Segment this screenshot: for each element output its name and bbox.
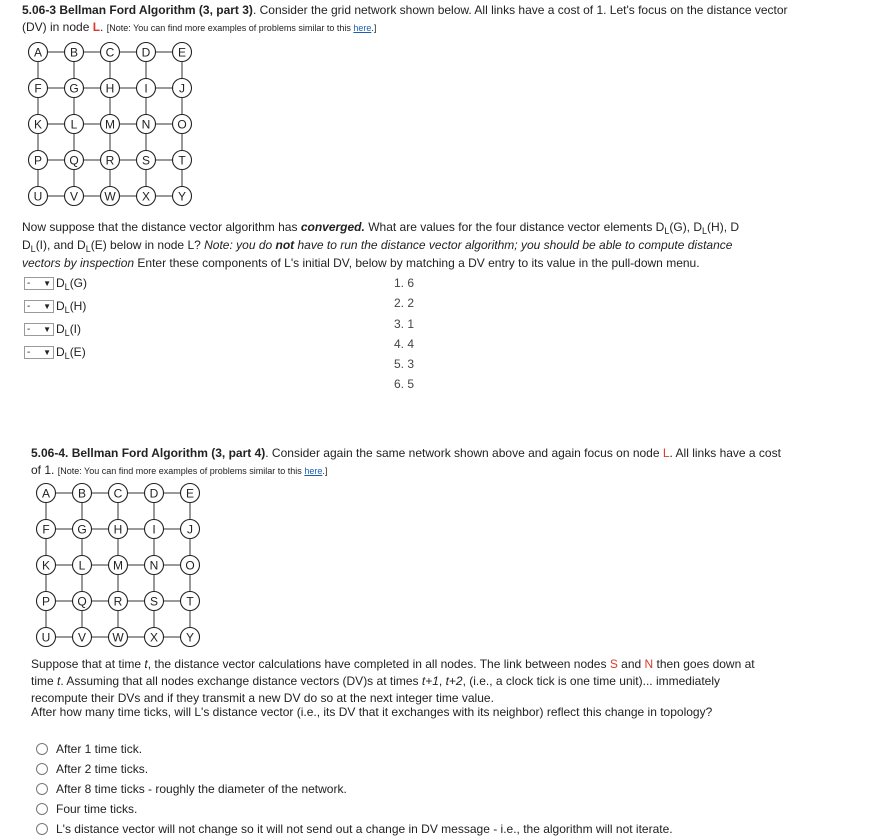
radio-button[interactable] — [36, 743, 48, 755]
svg-text:B: B — [77, 486, 87, 501]
value-item: 6. 5 — [394, 377, 415, 392]
grid-node-y — [181, 628, 200, 647]
option-4[interactable]: Four time ticks. — [36, 801, 137, 817]
svg-text:R: R — [113, 594, 123, 609]
grid-network-diagram — [34, 481, 210, 657]
svg-text:W: W — [104, 189, 116, 204]
svg-text:J: J — [187, 522, 193, 537]
grid-node-j — [173, 79, 192, 98]
grid-node-x — [145, 628, 164, 647]
svg-text:O: O — [185, 558, 195, 573]
grid-node-l — [65, 115, 84, 134]
svg-text:V: V — [77, 630, 87, 645]
grid-node-m — [101, 115, 120, 134]
svg-text:M: M — [113, 558, 123, 573]
svg-text:I: I — [144, 81, 148, 96]
svg-text:H: H — [105, 81, 115, 96]
grid-node-i — [145, 520, 164, 539]
question-1-header: 5.06-3 Bellman Ford Algorithm (3, part 3). Consider the grid network shown below. All links have a cost of 1. Let's focus on the distance vector (DV) in node L. [Note: You can find more examples of problems similar to this here.] — [22, 3, 788, 34]
grid-node-n — [145, 556, 164, 575]
dv-h-select[interactable]: - ▼ — [24, 300, 54, 313]
svg-text:Q: Q — [69, 153, 79, 168]
grid-node-u — [29, 187, 48, 206]
grid-node-v — [73, 628, 92, 647]
grid-node-s — [145, 592, 164, 611]
svg-text:Y: Y — [177, 189, 187, 204]
grid-node-c — [109, 484, 128, 503]
svg-text:L: L — [70, 117, 78, 132]
svg-text:T: T — [186, 594, 194, 609]
value-item: 5. 3 — [394, 357, 415, 372]
value-item: 2. 2 — [394, 296, 415, 311]
svg-text:G: G — [77, 522, 87, 537]
svg-text:X: X — [149, 630, 159, 645]
svg-text:K: K — [41, 558, 51, 573]
grid-node-a — [29, 43, 48, 62]
svg-text:Q: Q — [77, 594, 87, 609]
grid-node-e — [173, 43, 192, 62]
grid-node-n — [137, 115, 156, 134]
svg-text:C: C — [113, 486, 123, 501]
value-item: 3. 1 — [394, 316, 415, 331]
grid-node-u — [37, 628, 56, 647]
dv-row-g: - ▼ $D_L(G)$ — [24, 275, 87, 291]
svg-text:U: U — [41, 630, 51, 645]
svg-text:T: T — [178, 153, 186, 168]
grid-node-t — [173, 151, 192, 170]
question-2-paragraph: Suppose that at time t, the distance vector calculations have completed in all nodes. The link between nodes S and N then goes down at time t. Assuming that all nodes exchange distance vectors (DV)s at times t+1, t+2, (i.e., a clock tick is one time unit)... immediately recompute their DVs and if they transmit a new DV do so at the next integer time value. — [31, 657, 755, 705]
grid-node-v — [65, 187, 84, 206]
svg-text:E: E — [185, 486, 195, 501]
dv-g-select[interactable]: - ▼ — [24, 277, 54, 290]
value-item: 4. 4 — [394, 336, 415, 351]
question-2-header: 5.06-4. Bellman Ford Algorithm (3, part 4). Consider again the same network shown above and again focus on node L. All links have a cost of 1. [Note: You can find more examples of problems similar to this here.] — [31, 446, 781, 477]
svg-text:S: S — [149, 594, 159, 609]
svg-text:L: L — [78, 558, 86, 573]
svg-text:S: S — [141, 153, 151, 168]
chevron-down-icon: ▼ — [43, 301, 51, 311]
option-2[interactable]: After 2 time ticks. — [36, 761, 148, 777]
svg-text:R: R — [105, 153, 115, 168]
svg-text:M: M — [105, 117, 115, 132]
svg-text:Y: Y — [185, 630, 195, 645]
grid-node-r — [101, 151, 120, 170]
grid-node-x — [137, 187, 156, 206]
dv-row-e: - ▼ $D_L(E)$ — [24, 344, 86, 360]
radio-button[interactable] — [36, 783, 48, 795]
svg-text:E: E — [177, 45, 187, 60]
grid-node-f — [29, 79, 48, 98]
svg-text:K: K — [33, 117, 43, 132]
grid-node-w — [109, 628, 128, 647]
svg-text:G: G — [69, 81, 79, 96]
question-2-prompt: After how many time ticks, will L's distance vector (i.e., its DV that it exchanges with its neighbor) reflect this change in topology? — [31, 705, 713, 719]
svg-text:F: F — [34, 81, 42, 96]
grid-node-m — [109, 556, 128, 575]
svg-text:C: C — [105, 45, 115, 60]
chevron-down-icon: ▼ — [43, 347, 51, 357]
grid-node-d — [145, 484, 164, 503]
question-1-title: 5.06-3 Bellman Ford Algorithm (3, part 3) — [22, 3, 253, 17]
answer-values-list — [394, 273, 414, 395]
svg-text:D: D — [141, 45, 151, 60]
svg-text:O: O — [177, 117, 187, 132]
radio-button[interactable] — [36, 803, 48, 815]
grid-node-t — [181, 592, 200, 611]
grid-node-o — [181, 556, 200, 575]
grid-node-o — [173, 115, 192, 134]
grid-node-p — [37, 592, 56, 611]
option-5[interactable]: L's distance vector will not change so it will not send out a change in DV message - i.e., the algorithm will not iterate. — [36, 821, 673, 837]
grid-node-j — [181, 520, 200, 539]
focus-node: L — [92, 20, 101, 34]
grid-node-y — [173, 187, 192, 206]
svg-text:W: W — [112, 630, 124, 645]
grid-node-p — [29, 151, 48, 170]
grid-node-k — [29, 115, 48, 134]
svg-text:D: D — [149, 486, 159, 501]
grid-node-f — [37, 520, 56, 539]
svg-text:X: X — [141, 189, 151, 204]
dv-i-select[interactable]: - ▼ — [24, 323, 54, 336]
svg-text:A: A — [33, 45, 43, 60]
svg-text:P: P — [33, 153, 43, 168]
grid-node-a — [37, 484, 56, 503]
grid-node-l — [73, 556, 92, 575]
question-1-paragraph: Now suppose that the distance vector algorithm has converged. What are values for the four distance vector elements $D_L(G)$, $D_L(H)$, D $D_L(I)$, and $D_L(E)$ below in node L? Note: you do not have to run the distance vector algorithm; you should be able to compute distance vectors by inspection Enter these components of L's initial DV, below by matching a DV entry to its value in the pull-down menu. — [22, 220, 740, 270]
option-3[interactable]: After 8 time ticks - roughly the diameter of the network. — [36, 781, 347, 797]
question-2-title: 5.06-4. Bellman Ford Algorithm (3, part 4) — [31, 446, 266, 460]
grid-node-b — [65, 43, 84, 62]
svg-text:A: A — [41, 486, 51, 501]
dv-row-i: - ▼ $D_L(I)$ — [24, 321, 81, 337]
svg-text:P: P — [41, 594, 51, 609]
grid-node-q — [73, 592, 92, 611]
grid-node-s — [137, 151, 156, 170]
dv-e-select[interactable]: - ▼ — [24, 346, 54, 359]
grid-node-b — [73, 484, 92, 503]
here-link[interactable]: here — [353, 23, 372, 33]
grid-node-q — [65, 151, 84, 170]
grid-node-g — [65, 79, 84, 98]
svg-text:N: N — [149, 558, 159, 573]
grid-node-k — [37, 556, 56, 575]
radio-button[interactable] — [36, 763, 48, 775]
grid-node-w — [101, 187, 120, 206]
option-1[interactable]: After 1 time tick. — [36, 741, 142, 757]
chevron-down-icon: ▼ — [43, 324, 51, 334]
grid-node-r — [109, 592, 128, 611]
grid-node-c — [101, 43, 120, 62]
chevron-down-icon: ▼ — [43, 278, 51, 288]
grid-node-e — [181, 484, 200, 503]
svg-text:B: B — [69, 45, 79, 60]
radio-button[interactable] — [36, 823, 48, 835]
here-link[interactable]: here — [304, 466, 323, 476]
value-item: 1. 6 — [394, 276, 415, 290]
svg-text:F: F — [42, 522, 50, 537]
grid-node-i — [137, 79, 156, 98]
grid-network-diagram — [26, 40, 202, 216]
dv-row-h: - ▼ $D_L(H)$ — [24, 298, 86, 314]
grid-node-h — [101, 79, 120, 98]
grid-node-h — [109, 520, 128, 539]
svg-text:H: H — [113, 522, 123, 537]
svg-text:J: J — [179, 81, 185, 96]
svg-text:U: U — [33, 189, 43, 204]
svg-text:V: V — [69, 189, 79, 204]
svg-text:I: I — [152, 522, 156, 537]
grid-node-d — [137, 43, 156, 62]
grid-node-g — [73, 520, 92, 539]
svg-text:N: N — [141, 117, 151, 132]
